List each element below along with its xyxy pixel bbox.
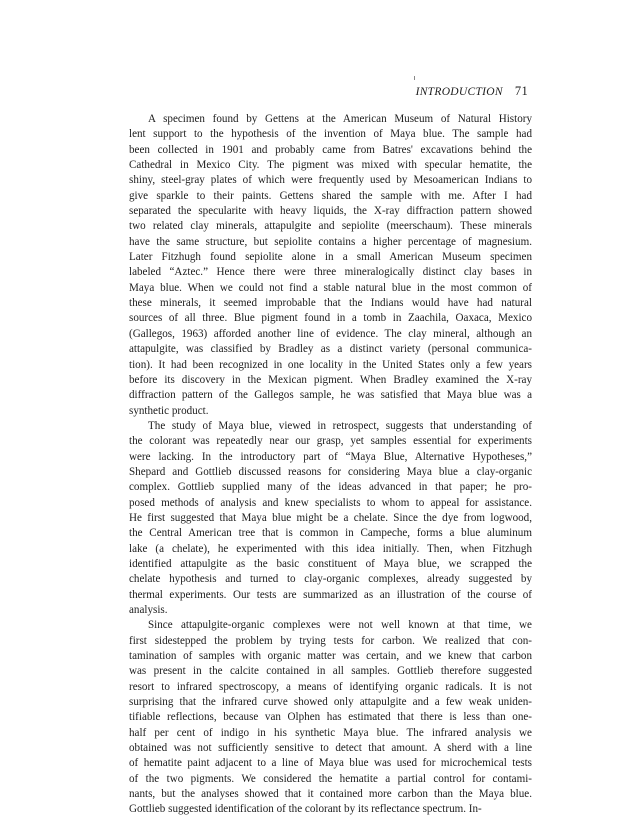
text-line: diffraction pattern of the Gallegos sample, he was satisfied that Maya blue was a xyxy=(129,389,532,402)
text-line: was present in the calcite contained in all samples. Gottlieb therefore suggested xyxy=(129,665,532,678)
text-line: surprising that the infrared curve showed only attapulgite and a few weak uniden- xyxy=(129,696,532,709)
body-text xyxy=(129,112,532,818)
text-line: tifiable reflections, because van Olphen has estimated that there is less than one- xyxy=(129,711,532,724)
running-header xyxy=(416,84,528,99)
text-line: identified attapulgite as the basic constituent of Maya blue, we scrapped the xyxy=(129,557,532,570)
text-line: lent support to the hypothesis of the invention of Maya blue. The sample had xyxy=(129,128,532,141)
text-line: Shepard and Gottlieb discussed reasons for considering Maya blue a clay-organic xyxy=(129,465,532,478)
text-line: Maya blue. When we could not find a stable natural blue in the most common of xyxy=(129,281,532,294)
section-title: INTRODUCTION xyxy=(415,86,503,98)
text-line: give sparkle to their paints. Gettens shared the sample with me. After I had xyxy=(129,189,532,202)
text-line: A specimen found by Gettens at the American Museum of Natural History xyxy=(148,113,532,125)
text-line: of hematite paint adjacent to a line of Maya blue was used for microchemical tests xyxy=(129,757,532,770)
text-line: were lacking. In the introductory part of “Maya Blue, Alternative Hypotheses,” xyxy=(129,450,532,463)
text-line: before its discovery in the Mexican pigment. When Bradley examined the X-ray xyxy=(129,373,532,386)
text-line: thermal experiments. Our tests are summarized as an illustration of the course of xyxy=(129,588,532,601)
text-line: these minerals, it seemed improbable that the Indians would have had natural xyxy=(129,297,532,310)
text-line: Since attapulgite-organic complexes were not well known at that time, we xyxy=(148,619,532,632)
text-line: nants, but the analyses showed that it contained more carbon than the Maya blue. xyxy=(129,788,532,801)
text-line: He first suggested that Maya blue might be a chelate. Since the dye from logwood, xyxy=(129,511,532,524)
text-line: synthetic product. xyxy=(129,404,209,417)
text-line: have the same structure, but sepiolite contains a higher percentage of magnesium. xyxy=(129,235,532,248)
text-line: shiny, steel-gray plates of which were frequently used by Mesoamerican Indians to xyxy=(129,174,532,187)
text-line: analysis. xyxy=(129,604,168,616)
text-line: lake (a chelate), he experimented with this idea initially. Then, when Fitzhugh xyxy=(129,542,532,555)
paragraph xyxy=(129,419,532,618)
text-line: separated the specularite with heavy liquids, the X-ray diffraction pattern showed xyxy=(129,205,532,218)
text-line: obtained was not sufficiently sensitive to detect that amount. A sherd with a line xyxy=(129,742,532,755)
text-line: been collected in 1901 and probably came from Batres' excavations behind the xyxy=(129,143,532,156)
text-line: half per cent of indigo in his synthetic Maya blue. The infrared analysis we xyxy=(129,726,532,739)
text-line: tamination of samples with organic matter was certain, and we knew that carbon xyxy=(129,650,532,663)
paragraph xyxy=(129,618,532,817)
text-line: Cathedral in Mexico City. The pigment was mixed with specular hematite, the xyxy=(129,159,532,172)
text-line: sources of all three. Blue pigment found in a tomb in Zaachila, Oaxaca, Mexico xyxy=(129,312,532,325)
text-line: The study of Maya blue, viewed in retrospect, suggests that understanding of xyxy=(148,419,532,432)
text-line: first sidestepped the problem by trying tests for carbon. We realized that con- xyxy=(129,634,532,647)
text-line: (Gallegos, 1963) afforded another line of evidence. The clay mineral, although an xyxy=(129,327,532,340)
text-line: chelate hypothesis and turned to clay-organic complexes, already suggested by xyxy=(129,573,532,586)
text-line: two related clay minerals, attapulgite and sepiolite (meerschaum). These minerals xyxy=(129,220,532,233)
text-line: Later Fitzhugh found sepiolite alone in a small American Museum specimen xyxy=(129,251,532,264)
text-line: of the two pigments. We considered the hematite a partial control for contami- xyxy=(129,772,532,785)
text-line: posed methods of analysis and knew specialists to whom to appeal for assistance. xyxy=(129,496,532,509)
paragraph xyxy=(129,112,532,419)
text-line: complex. Gottlieb supplied many of the ideas advanced in that paper; he pro- xyxy=(129,481,532,494)
text-line: Gottlieb suggested identification of the colorant by its reflectance spectrum. In- xyxy=(129,803,482,816)
text-line: resort to infrared spectroscopy, a means of identifying organic radicals. It is not xyxy=(129,680,532,693)
text-line: labeled “Aztec.” Hence there were three mineralogically distinct clay bases in xyxy=(129,266,532,279)
page-mark xyxy=(414,76,415,80)
text-line: tion). It had been recognized in one locality in the United States only a few years xyxy=(129,358,532,371)
page-number: 71 xyxy=(514,84,528,98)
text-line: the colorant was repeatedly near our grasp, yet samples essential for experiments xyxy=(129,435,532,448)
text-line: attapulgite, was classified by Bradley as a distinct variety (personal communica- xyxy=(129,343,532,356)
text-line: the Central American tree that is common in Campeche, forms a blue aluminum xyxy=(129,527,532,540)
